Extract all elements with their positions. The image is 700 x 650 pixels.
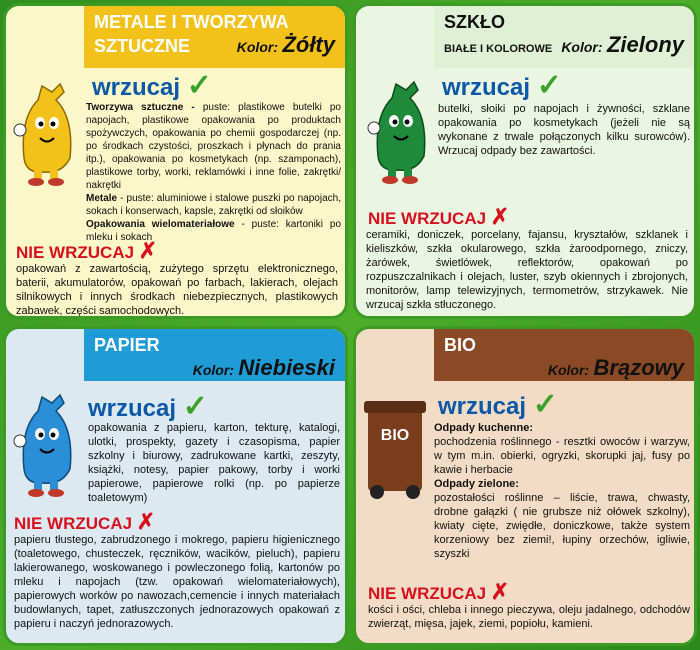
bio-header xyxy=(434,329,694,381)
metale-yes-item-bold: Opakowania wielomateriałowe xyxy=(86,219,235,230)
bio-zielone-label: Odpady zielone: xyxy=(434,478,519,490)
papier-title-line1: PAPIER xyxy=(94,335,160,355)
metale-yes-label: wrzucaj xyxy=(92,74,181,101)
papier-header xyxy=(84,329,345,381)
cross-icon: ✗ xyxy=(138,238,158,263)
bio-no-heading xyxy=(368,579,509,605)
papier-kolor-label: Kolor: xyxy=(192,362,234,378)
metale-no-text: opakowań z zawartością, zużytego sprzętu elektronicznego, baterii, akumulatorów, opakowań po farbach, lakierach, olejach silnikowych i innych środkach niebezpiecznych, plastikowych zabawek, części samochodowych. xyxy=(16,263,338,317)
bio-yes-label: wrzucaj xyxy=(438,393,527,420)
metale-yes-list xyxy=(86,101,341,244)
check-icon: ✓ xyxy=(186,69,212,102)
metale-yes-item xyxy=(86,193,341,217)
szklo-yes-text: butelki, słoiki po napojach i żywności, szklane opakowania po kosmetykach (jeżeli nie są wykonane z trwale połączonych kilku surowców). Wrzucaj odpady bez zawartości. xyxy=(438,103,690,157)
szklo-kolor-value: Zielony xyxy=(606,32,684,57)
bio-kolor-value: Brązowy xyxy=(593,355,684,380)
blue-bag-mascot-icon xyxy=(12,389,82,499)
metale-kolor-value: Żółty xyxy=(282,32,335,57)
szklo-header xyxy=(434,6,694,68)
szklo-no-label: NIE WRZUCAJ xyxy=(368,209,487,228)
metale-title-line1: METALE I TWORZYWA xyxy=(94,12,289,32)
metale-no-heading xyxy=(16,238,157,264)
papier-yes-label: wrzucaj xyxy=(88,395,177,422)
metale-kolor-label: Kolor: xyxy=(236,39,278,55)
bio-yes-text xyxy=(434,421,690,561)
cross-icon: ✗ xyxy=(490,579,510,604)
metale-yes-item-text: puste: plastikowe butelki po napojach, plastikowe opakowania po produktach spożywczych, opakowania po chemii gospodarczej (np. po środkach czystości, proszkach i płynach do prania itp.), opakowania po kosmetykach (np. szamponach), plastikowe torby, worki, reklamówki i inne folie, zakrętki/ nakrętki xyxy=(86,102,341,191)
metale-title-line2: SZTUCZNE xyxy=(94,36,190,56)
metale-yes-item xyxy=(86,102,341,191)
metale-yes-item-text: - puste: kartoniki po mleku i sokach xyxy=(86,219,342,243)
bio-zielone-text: pozostałości roślinne – liście, trawa, chwasty, drobne gałązki ( nie grubsze niż ołówek szkolny), kwiaty cięte, zwiędłe, doniczkowe, także system korzeniowy bez ziemi!, łupiny orzechów, igliwie, szyszki xyxy=(434,492,690,560)
metale-yes-item-text: - puste: aluminiowe i stalowe puszki po napojach, sokach i konserwach, kapsle, zakrętki od słoików xyxy=(86,193,341,217)
papier-no-heading xyxy=(14,509,155,535)
papier-card xyxy=(3,326,348,646)
szklo-title-line2: BIAŁE I KOLOROWE xyxy=(444,43,553,55)
bio-no-text: kości i ości, chleba i innego pieczywa, oleju jadalnego, odchodów zwierząt, mięsa, jajek, ziemi, popiołu, kamieni. xyxy=(368,604,690,630)
bio-kuchenne-text: pochodzenia roślinnego - resztki owoców i warzyw, w tym m.in. obierki, ogryzki, skorupki jaj, fusy po kawie i herbacie xyxy=(434,436,690,476)
metale-yes-item-bold: Metale xyxy=(86,193,118,204)
bio-no-label: NIE WRZUCAJ xyxy=(368,584,487,603)
metale-header xyxy=(84,6,345,68)
cross-icon: ✗ xyxy=(136,509,156,534)
check-icon: ✓ xyxy=(536,69,562,102)
szklo-kolor-label: Kolor: xyxy=(561,39,603,55)
szklo-yes-label: wrzucaj xyxy=(442,74,531,101)
bio-kuchenne-label: Odpady kuchenne: xyxy=(434,422,534,434)
papier-yes-text: opakowania z papieru, karton, tekturę, katalogi, ulotki, prospekty, gazety i czasopisma, papier szkolny i biurowy, zadrukowane kartki, zeszyty, książki, notesy, papier pakowy, torby i worki papierowe, papierowe rolki (np. po papierze toaletowym) xyxy=(88,422,340,504)
bio-kolor-label: Kolor: xyxy=(547,362,590,378)
papier-kolor-value: Niebieski xyxy=(238,355,335,380)
papier-no-text: papieru tłustego, zabrudzonego i mokrego, papieru higienicznego (toaletowego, chusteczek, ręczników, wacików, pieluch), papieru lakierowanego, woskowanego i powleczonego folią, kartonów po mleku i napojach (tzw. opakowań wielomateriałowych), papierowych worków po nawozach,cemencie i innych materiałach budowlanych, tapet, zatłuszczonych jednorazowych opakowań z papieru i naczyń jednorazowych. xyxy=(14,534,340,630)
metale-card xyxy=(3,3,348,319)
szklo-title-line1: SZKŁO xyxy=(444,12,505,32)
bio-title-line1: BIO xyxy=(444,335,477,355)
papier-no-label: NIE WRZUCAJ xyxy=(14,514,133,533)
bio-yes-heading xyxy=(438,387,558,422)
papier-yes-heading xyxy=(88,389,208,424)
check-icon: ✓ xyxy=(182,390,208,423)
check-icon: ✓ xyxy=(532,388,558,421)
szklo-yes-heading xyxy=(442,68,562,103)
szklo-no-text: ceramiki, doniczek, porcelany, fajansu, kryształów, szklanek i kieliszków, szkła okularowego, szkła żaroodpornego, zniczy, żarówek, świetlówek, reflektorów, opakowań po rozpuszczalnikach i olejach, luster, szyb okiennych i zbrojonych, monitorów, lamp telewizyjnych, termometrów, strzykawek. Nie wrzucaj szkła stłuczonego. xyxy=(366,229,688,311)
green-bag-mascot-icon xyxy=(366,76,436,186)
szklo-card xyxy=(353,3,697,319)
metale-yes-item-bold: Tworzywa sztuczne - xyxy=(86,102,195,113)
metale-no-label: NIE WRZUCAJ xyxy=(16,243,135,262)
cross-icon: ✗ xyxy=(490,204,510,229)
szklo-no-heading xyxy=(368,204,509,230)
metale-yes-heading xyxy=(92,68,212,103)
bio-bin-icon xyxy=(364,401,426,501)
bio-bin-label: BIO xyxy=(380,427,410,444)
yellow-bag-mascot-icon xyxy=(12,78,82,188)
bio-card xyxy=(353,326,697,646)
